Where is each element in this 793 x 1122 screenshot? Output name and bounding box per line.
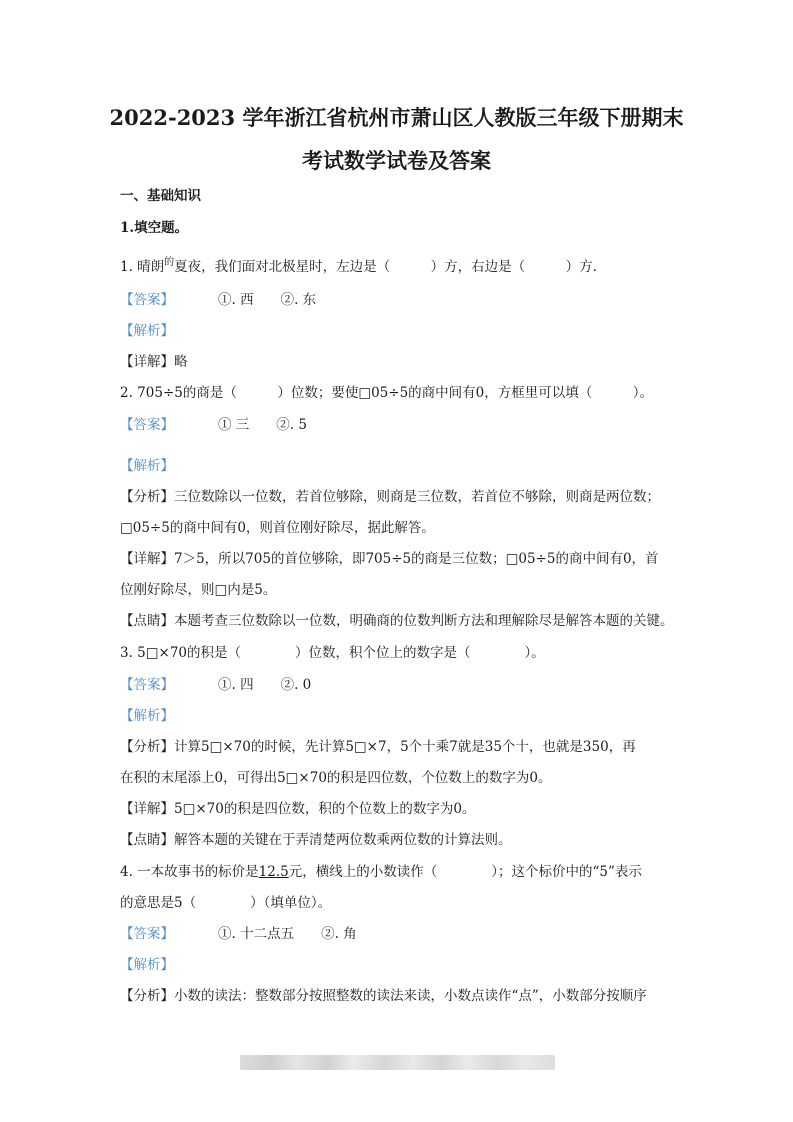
comment-tag: 【点睛】 xyxy=(120,613,174,629)
document-title-line-1: 2022-2023 学年浙江省杭州市萧山区人教版三年级下册期末 xyxy=(109,105,684,130)
question-4-text-b: 元，横线上的小数读作（ ）；这个标价中的“5”表示 xyxy=(288,864,642,880)
question-2-analysis-text-1: 三位数除以一位数，若首位够除，则商是三位数，若首位不够除，则商是两位数； xyxy=(174,489,660,505)
question-3-answer xyxy=(120,675,311,695)
question-4-analysis-label: 【解析】 xyxy=(120,957,174,973)
question-3-analysis-line-2: 在积的末尾添上0，可得出5□×70的积是四位数，个位数上的数字为0。 xyxy=(120,770,552,786)
blurred-footer-watermark xyxy=(240,1055,555,1070)
question-3-detail xyxy=(120,799,475,819)
question-2-analysis-line-2: □05÷5的商中间有0，则首位刚好除尽，据此解答。 xyxy=(120,520,435,536)
question-2-detail-line-2: 位刚好除尽，则□内是5。 xyxy=(120,582,277,598)
question-2-answer xyxy=(120,415,307,435)
detail-tag: 【详解】 xyxy=(120,801,174,817)
question-2: 2. 705÷5的商是（ ）位数；要使□05÷5的商中间有0，方框里可以填（ ）。 xyxy=(120,385,654,401)
question-4-answer xyxy=(120,924,357,944)
question-4-analysis-line-1 xyxy=(120,986,647,1006)
question-2-analysis-line-1 xyxy=(120,487,660,507)
analysis-tag: 【分析】 xyxy=(120,988,174,1004)
question-1-answer xyxy=(120,290,316,310)
question-4-answer-text: ①. 十二点五 ②. 角 xyxy=(218,926,357,942)
subsection-heading: 1.填空题。 xyxy=(120,220,189,236)
question-1-detail xyxy=(120,352,188,372)
detail-tag: 【详解】 xyxy=(120,354,174,370)
question-3-comment-text: 解答本题的关键在于弄清楚两位数乘两位数的计算法则。 xyxy=(174,832,512,848)
question-3-answer-text: ①. 四 ②. 0 xyxy=(218,677,312,693)
question-4-text-a: 4. 一本故事书的标价是 xyxy=(120,864,259,880)
comment-tag: 【点睛】 xyxy=(120,832,174,848)
question-2-detail-text-1: 7＞5，所以705的首位够除，即705÷5的商是三位数；□05÷5的商中间有0，首 xyxy=(174,551,659,567)
question-1-answer-text: ①. 西 ②. 东 xyxy=(218,292,317,308)
question-3-analysis-line-1 xyxy=(120,737,636,757)
question-3: 3. 5□×70的积是（ ）位数，积个位上的数字是（ ）。 xyxy=(120,645,545,661)
question-1-text-a: 1. 晴朗 xyxy=(120,259,165,275)
question-3-detail-text: 5□×70的积是四位数，积的个位数上的数字为0。 xyxy=(174,801,476,817)
analysis-tag: 【分析】 xyxy=(120,739,174,755)
question-2-answer-text: ① 三 ②. 5 xyxy=(218,417,307,433)
answer-tag: 【答案】 xyxy=(120,926,174,942)
answer-tag: 【答案】 xyxy=(120,292,174,308)
document-title-line-2: 考试数学试卷及答案 xyxy=(302,148,491,173)
question-2-comment xyxy=(120,611,674,631)
answer-tag: 【答案】 xyxy=(120,417,174,433)
question-3-comment xyxy=(120,830,512,850)
question-1-detail-text: 略 xyxy=(174,354,188,370)
analysis-tag: 【分析】 xyxy=(120,489,174,505)
question-4-line-2: 的意思是5（ ）（填单位）。 xyxy=(120,895,332,911)
section-heading: 一、基础知识 xyxy=(120,188,201,204)
question-1-analysis-label: 【解析】 xyxy=(120,323,174,339)
question-2-analysis-label: 【解析】 xyxy=(120,458,174,474)
question-4-line-1 xyxy=(120,862,642,882)
question-1-text-b: 夏夜，我们面对北极星时，左边是（ ）方，右边是（ ）方. xyxy=(174,259,597,275)
question-2-detail-line-1 xyxy=(120,549,659,569)
question-1 xyxy=(120,257,597,279)
question-1-superscript: 的 xyxy=(164,257,175,268)
question-4-price: 12.5 xyxy=(258,864,289,880)
question-4-analysis-text-1: 小数的读法：整数部分按照整数的读法来读，小数点读作“点”，小数部分按顺序 xyxy=(174,988,647,1004)
question-3-analysis-label: 【解析】 xyxy=(120,708,174,724)
detail-tag: 【详解】 xyxy=(120,551,174,567)
answer-tag: 【答案】 xyxy=(120,677,174,693)
question-3-analysis-text-1: 计算5□×70的时候，先计算5□×7，5个十乘7就是35个十，也就是350，再 xyxy=(174,739,636,755)
question-2-comment-text: 本题考查三位数除以一位数，明确商的位数判断方法和理解除尽是解答本题的关键。 xyxy=(174,613,674,629)
